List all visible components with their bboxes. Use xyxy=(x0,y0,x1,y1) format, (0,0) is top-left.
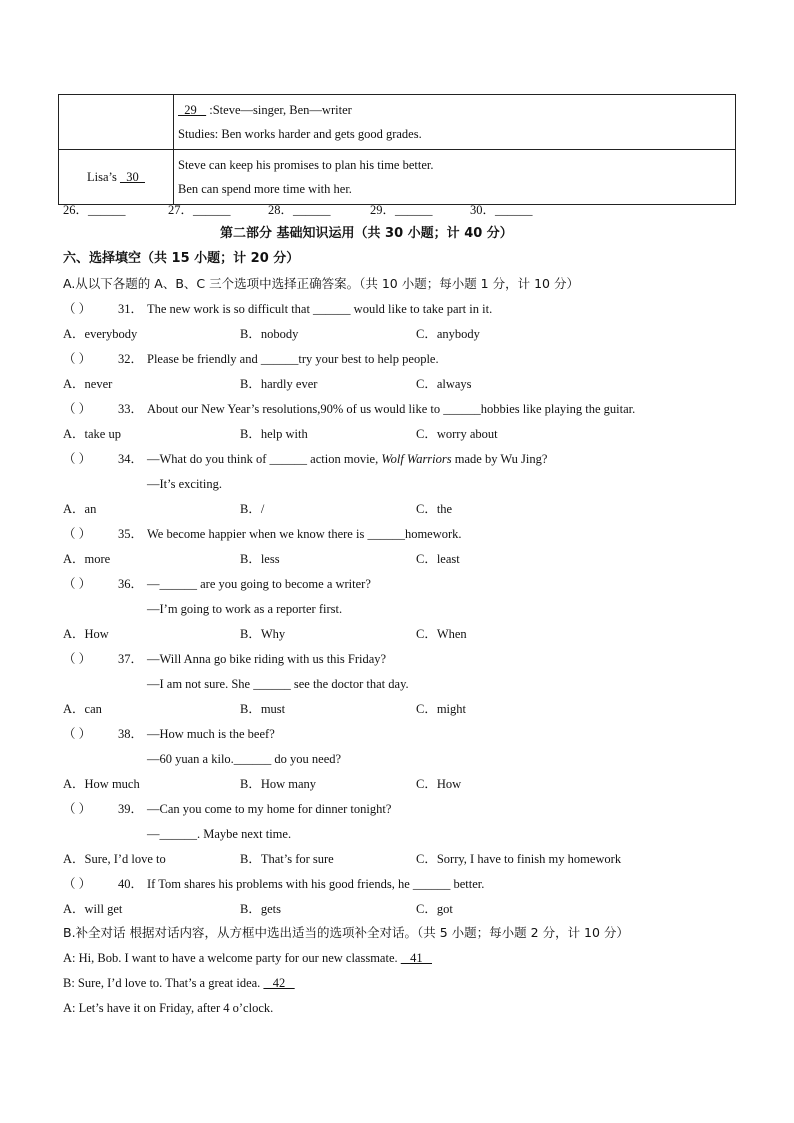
dialog-line xyxy=(63,948,432,968)
label-text: Lisa’s xyxy=(87,170,120,184)
question-text: —I’m going to work as a reporter first. xyxy=(147,602,343,616)
option-c[interactable]: C．worry about xyxy=(416,427,498,441)
table-cell xyxy=(174,150,736,205)
dialog-line xyxy=(63,973,295,993)
option-b[interactable]: B．nobody xyxy=(240,327,299,341)
answer-table xyxy=(58,94,736,205)
question-text: —It’s exciting. xyxy=(147,477,222,491)
option-b[interactable]: B．must xyxy=(240,702,286,716)
answer-paren[interactable]: （ ） xyxy=(63,577,92,591)
option-a[interactable]: A．everybody xyxy=(63,327,138,341)
question-text: —Can you come to my home for dinner tonight? xyxy=(147,802,392,816)
dialog-text: A: Let’s have it on Friday, after 4 o’clock. xyxy=(63,1001,274,1015)
blank-30[interactable]: 30 xyxy=(119,170,145,184)
answer-paren[interactable]: （ ） xyxy=(63,402,92,416)
question-number: 40． xyxy=(118,877,144,891)
option-b[interactable]: B．That’s for sure xyxy=(240,852,334,866)
section-a-instruction: A.从以下各题的 A、B、C 三个选项中选择正确答案。（共 10 小题；每小题 1 分，计 10 分） xyxy=(63,276,579,291)
answer-blank-29-line[interactable]: 29．______ xyxy=(370,203,433,217)
option-c[interactable]: C．always xyxy=(416,377,472,391)
option-a[interactable]: A．more xyxy=(63,552,111,566)
dialog-text: B: Sure, I’d love to. That’s a great idea. xyxy=(63,976,264,990)
question-text: —______ are you going to become a writer? xyxy=(147,577,371,591)
cell-text: :Steve—singer, Ben—writer xyxy=(206,103,352,117)
question-text: The new work is so difficult that ______ would like to take part in it. xyxy=(147,302,493,316)
question-number: 33． xyxy=(118,402,144,416)
answer-blank-28[interactable]: 28．______ xyxy=(268,203,331,217)
question-text: —Will Anna go bike riding with us this Friday? xyxy=(147,652,387,666)
option-a[interactable]: A．How xyxy=(63,627,109,641)
answer-paren[interactable]: （ ） xyxy=(63,802,92,816)
option-c[interactable]: C．got xyxy=(416,902,453,916)
cell-line: Ben can spend more time with her. xyxy=(178,182,352,196)
part2-title: 第二部分 基础知识运用（共 30 小题；计 40 分） xyxy=(220,226,513,241)
option-a[interactable]: A．never xyxy=(63,377,113,391)
question-number: 35． xyxy=(118,527,144,541)
answer-blank-27[interactable]: 27．______ xyxy=(168,203,231,217)
question-text: —How much is the beef? xyxy=(147,727,275,741)
option-a[interactable]: A．Sure, I’d love to xyxy=(63,852,166,866)
question-number: 39． xyxy=(118,802,144,816)
question-text: We become happier when we know there is ______homework. xyxy=(147,527,462,541)
option-a[interactable]: A．take up xyxy=(63,427,121,441)
table-cell-label xyxy=(59,150,174,205)
option-b[interactable]: B．help with xyxy=(240,427,308,441)
question-text: About our New Year’s resolutions,90% of us would like to ______hobbies like playing the guitar. xyxy=(147,402,636,416)
answer-paren[interactable]: （ ） xyxy=(63,652,92,666)
dialog-text: A: Hi, Bob. I want to have a welcome party for our new classmate. xyxy=(63,951,401,965)
option-b[interactable]: B．Why xyxy=(240,627,286,641)
question-text xyxy=(147,449,547,469)
question-number: 34． xyxy=(118,452,144,466)
question-text: If Tom shares his problems with his good friends, he ______ better. xyxy=(147,877,485,891)
question-number: 37． xyxy=(118,652,144,666)
option-a[interactable]: A．can xyxy=(63,702,102,716)
option-c[interactable]: C．might xyxy=(416,702,467,716)
option-b[interactable]: B．gets xyxy=(240,902,281,916)
question-text: Please be friendly and ______try your best to help people. xyxy=(147,352,439,366)
question-text: —______. Maybe next time. xyxy=(147,827,292,841)
option-a[interactable]: A．will get xyxy=(63,902,123,916)
option-a[interactable]: A．How much xyxy=(63,777,140,791)
answer-paren[interactable]: （ ） xyxy=(63,727,92,741)
section6-title: 六、选择填空（共 15 小题；计 20 分） xyxy=(63,251,300,266)
table-row xyxy=(59,95,736,150)
answer-blank-30-line[interactable]: 30．______ xyxy=(470,203,533,217)
table-cell-empty xyxy=(59,95,174,150)
answer-paren[interactable]: （ ） xyxy=(63,302,92,316)
dialog-line xyxy=(63,998,273,1018)
answer-paren[interactable]: （ ） xyxy=(63,452,92,466)
answer-blank-26[interactable]: 26．______ xyxy=(63,203,126,217)
movie-title: Wolf Warriors xyxy=(381,452,452,466)
option-c[interactable]: C．least xyxy=(416,552,460,566)
option-a[interactable]: A．an xyxy=(63,502,97,516)
answer-paren[interactable]: （ ） xyxy=(63,352,92,366)
dialog-blank[interactable]: 42 xyxy=(263,976,295,990)
table-cell xyxy=(174,95,736,150)
option-b[interactable]: B．/ xyxy=(240,502,265,516)
option-b[interactable]: B．How many xyxy=(240,777,317,791)
answer-paren[interactable]: （ ） xyxy=(63,527,92,541)
question-text: —60 yuan a kilo.______ do you need? xyxy=(147,752,342,766)
option-b[interactable]: B．hardly ever xyxy=(240,377,318,391)
answer-paren[interactable]: （ ） xyxy=(63,877,92,891)
option-c[interactable]: C．anybody xyxy=(416,327,480,341)
cell-line xyxy=(178,98,731,122)
dialog-blank[interactable]: 41 xyxy=(400,951,432,965)
option-b[interactable]: B．less xyxy=(240,552,280,566)
cell-line: Studies: Ben works harder and gets good grades. xyxy=(178,127,422,141)
cell-line: Steve can keep his promises to plan his time better. xyxy=(178,158,434,172)
section-b-instruction: B.补全对话 根据对话内容，从方框中选出适当的选项补全对话。（共 5 小题；每小题 2 分，计 10 分） xyxy=(63,925,629,940)
blank-29[interactable]: 29 xyxy=(178,103,207,117)
option-c[interactable]: C．the xyxy=(416,502,453,516)
option-c[interactable]: C．Sorry, I have to finish my homework xyxy=(416,852,622,866)
option-c[interactable]: C．When xyxy=(416,627,467,641)
question-text: —I am not sure. She ______ see the doctor that day. xyxy=(147,677,409,691)
question-number: 36． xyxy=(118,577,144,591)
option-c[interactable]: C．How xyxy=(416,777,462,791)
question-number: 32． xyxy=(118,352,144,366)
table-row xyxy=(59,150,736,205)
question-number: 31． xyxy=(118,302,144,316)
question-number: 38． xyxy=(118,727,144,741)
question-text-part: made by Wu Jing? xyxy=(451,452,548,466)
question-text-part: —What do you think of ______ action movie, xyxy=(147,452,382,466)
